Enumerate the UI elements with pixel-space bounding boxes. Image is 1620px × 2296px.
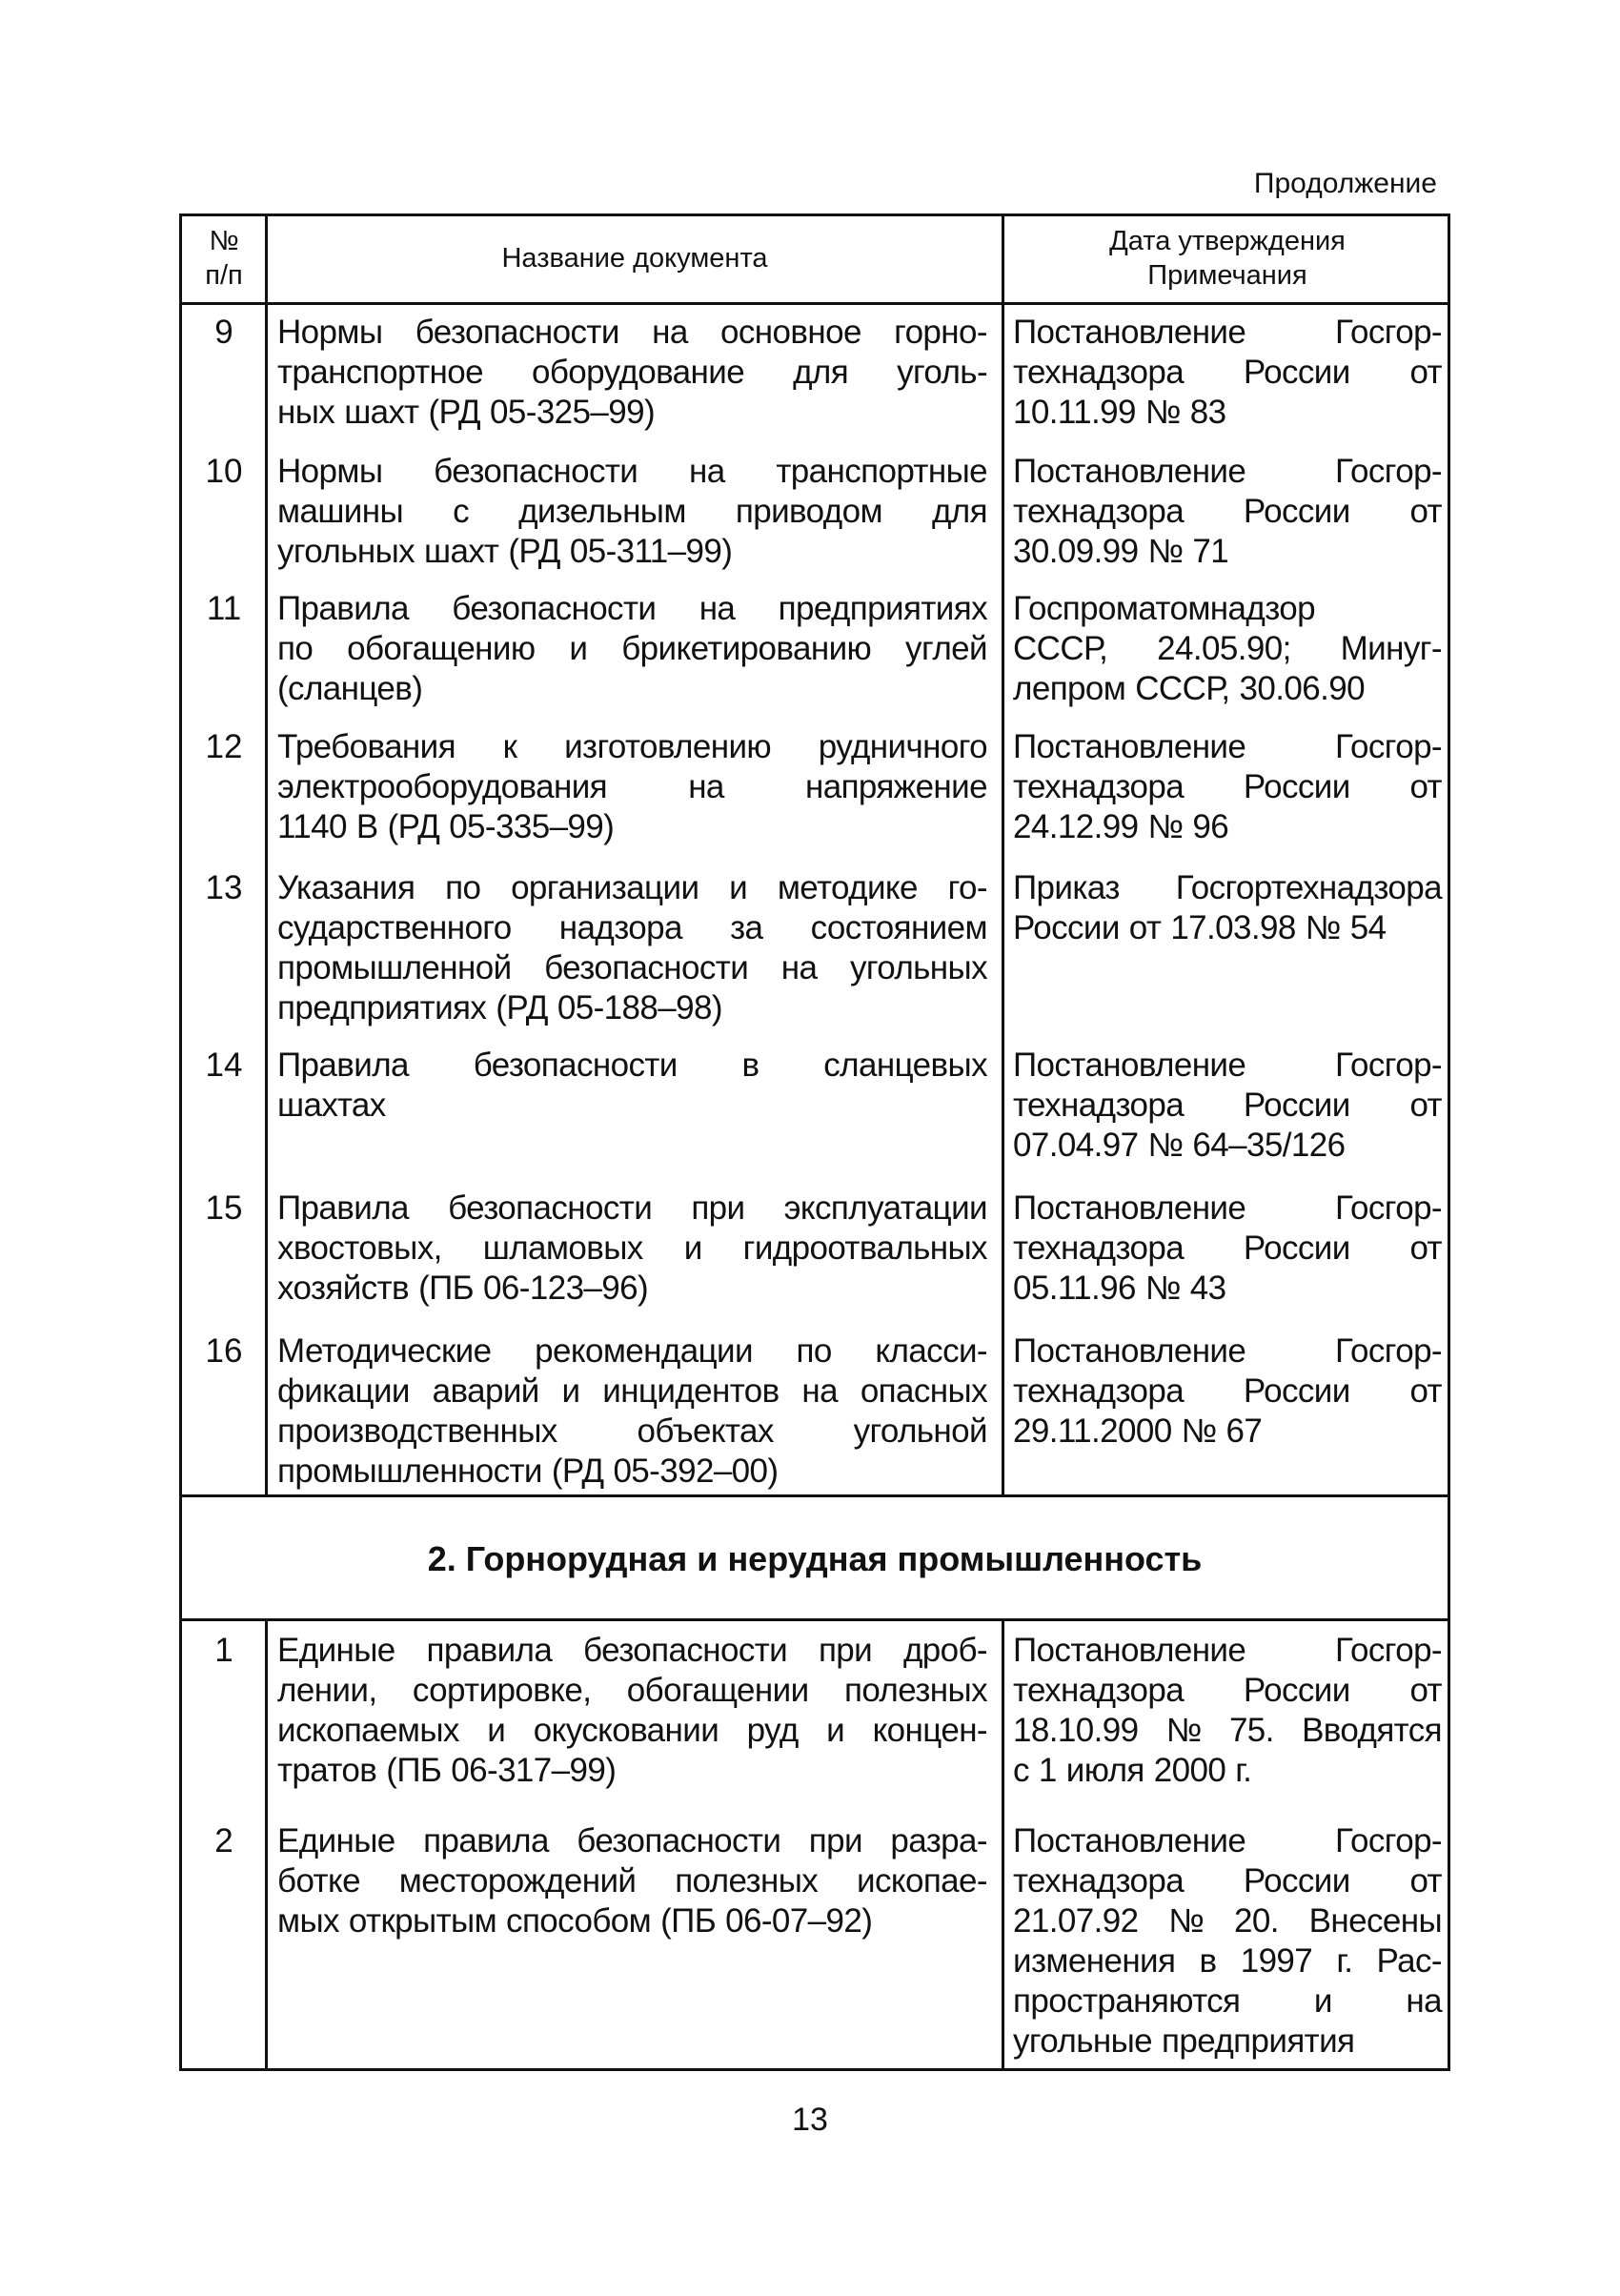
approval-date-notes-line: Постановление Госгор-: [1013, 728, 1442, 765]
document-name: [277, 727, 987, 847]
document-name-line: хвостовых, шламовых и гидроотвальных: [277, 1229, 987, 1267]
page-number: 13: [792, 2102, 828, 2138]
approval-date-notes: [1013, 868, 1442, 948]
row-number: 2: [214, 1822, 233, 1859]
approval-date-notes-line: 24.12.99 № 96: [1013, 808, 1229, 845]
row-number: 15: [205, 1189, 243, 1227]
row-number: 10: [205, 453, 243, 490]
row-number: 1: [214, 1632, 233, 1669]
approval-date-notes-line: России от 17.03.98 № 54: [1013, 909, 1387, 946]
document-name-line: Методические рекомендации по класси-: [277, 1332, 987, 1370]
document-name-line: угольных шахт (РД 05-311–99): [277, 533, 733, 570]
document-name-line: Правила безопасности при эксплуатации: [277, 1189, 987, 1227]
document-name-line: Правила безопасности в сланцевых: [277, 1046, 987, 1084]
document-name-line: Требования к изготовлению рудничного: [277, 728, 987, 765]
approval-date-notes-line: 10.11.99 № 83: [1013, 394, 1226, 431]
documents-table: [179, 213, 1450, 2071]
document-name: [277, 1331, 987, 1492]
document-name-line: Единые правила безопасности при разра-: [277, 1822, 987, 1859]
approval-date-notes-line: 21.07.92 № 20. Внесены: [1013, 1902, 1442, 1940]
header-number-line: п/п: [205, 260, 243, 291]
document-name: [277, 313, 987, 433]
approval-date-notes-line: Постановление Госгор-: [1013, 1632, 1442, 1669]
approval-date-notes-line: пространяются и на: [1013, 1982, 1442, 2020]
approval-date-notes-line: лепром СССР, 30.06.90: [1013, 670, 1365, 707]
document-name: [277, 1631, 987, 1791]
approval-date-notes: [1013, 1046, 1442, 1166]
document-name-line: Единые правила безопасности при дроб-: [277, 1632, 987, 1669]
document-name-line: сударственного надзора за состоянием: [277, 909, 987, 946]
document-name: [277, 1189, 987, 1309]
document-name-line: транспортное оборудование для уголь-: [277, 354, 987, 391]
document-name-line: Правила безопасности на предприятиях: [277, 590, 987, 627]
section-title: 2. Горнорудная и нерудная промышленность: [427, 1539, 1203, 1578]
document-name: [277, 589, 987, 709]
document-name-line: производственных объектах угольной: [277, 1412, 987, 1450]
document-name-line: Нормы безопасности на основное горно-: [277, 314, 987, 351]
document-name-line: Указания по организации и методике го-: [277, 869, 987, 906]
approval-date-notes-line: угольные предприятия: [1013, 2022, 1355, 2060]
document-name-line: ботке месторождений полезных ископае-: [277, 1862, 987, 1900]
header-number-line: №: [209, 226, 239, 256]
approval-date-notes-line: Постановление Госгор-: [1013, 1189, 1442, 1227]
approval-date-notes-line: Постановление Госгор-: [1013, 1332, 1442, 1370]
approval-date-notes-line: технадзора России от: [1013, 354, 1442, 391]
document-name-line: (сланцев): [277, 670, 423, 707]
column-divider: [265, 216, 268, 1494]
document-name-line: лении, сортировке, обогащении полезных: [277, 1672, 987, 1709]
document-name-line: Нормы безопасности на транспортные: [277, 453, 987, 490]
approval-date-notes-line: 29.11.2000 № 67: [1013, 1412, 1263, 1450]
row-number: 11: [206, 590, 242, 627]
document-name-line: ных шахт (РД 05-325–99): [277, 394, 656, 431]
approval-date-notes-line: технадзора России от: [1013, 1672, 1442, 1709]
document-name: [277, 452, 987, 572]
approval-date-notes-line: технадзора России от: [1013, 1087, 1442, 1124]
header-date-line: Примечания: [1147, 260, 1307, 291]
document-name-line: 1140 В (РД 05-335–99): [277, 808, 615, 845]
approval-date-notes: [1013, 1821, 1442, 2062]
column-divider: [1002, 1621, 1004, 2068]
approval-date-notes-line: 18.10.99 № 75. Вводятся: [1013, 1712, 1442, 1749]
approval-date-notes-line: Приказ Госгортехнадзора: [1013, 869, 1442, 906]
approval-date-notes: [1013, 1631, 1442, 1791]
approval-date-notes-line: технадзора России от: [1013, 493, 1442, 530]
document-name-line: тратов (ПБ 06-317–99): [277, 1752, 617, 1789]
approval-date-notes: [1013, 589, 1442, 709]
approval-date-notes-line: 07.04.97 № 64–35/126: [1013, 1127, 1346, 1164]
header-name: Название документа: [501, 243, 768, 274]
row-number: 14: [205, 1046, 243, 1084]
approval-date-notes-line: с 1 июля 2000 г.: [1013, 1752, 1252, 1789]
approval-date-notes-line: СССР, 24.05.90; Минуг-: [1013, 630, 1442, 667]
approval-date-notes-line: технадзора России от: [1013, 768, 1442, 805]
document-name-line: фикации аварий и инцидентов на опасных: [277, 1372, 987, 1410]
document-name: [277, 1821, 987, 1941]
row-number: 16: [205, 1332, 243, 1370]
row-number: 12: [205, 728, 243, 765]
column-divider: [1002, 216, 1004, 1494]
approval-date-notes-line: Постановление Госгор-: [1013, 1046, 1442, 1084]
continuation-label: Продолжение: [1253, 168, 1437, 199]
approval-date-notes-line: технадзора России от: [1013, 1862, 1442, 1900]
document-name-line: машины с дизельным приводом для: [277, 493, 987, 530]
header-date: [1004, 224, 1450, 293]
document-name-line: хозяйств (ПБ 06-123–96): [277, 1270, 649, 1307]
approval-date-notes-line: Госпроматомнадзор: [1013, 590, 1315, 627]
header-date-line: Дата утверждения: [1109, 226, 1346, 256]
approval-date-notes: [1013, 727, 1442, 847]
document-name-line: мых открытым способом (ПБ 06-07–92): [277, 1902, 873, 1940]
approval-date-notes: [1013, 452, 1442, 572]
document-name-line: электрооборудования на напряжение: [277, 768, 987, 805]
approval-date-notes-line: 05.11.96 № 43: [1013, 1270, 1226, 1307]
document-name-line: ископаемых и окусковании руд и концен-: [277, 1712, 987, 1749]
header-number: [182, 224, 266, 293]
document-name-line: промышленной безопасности на угольных: [277, 949, 987, 986]
document-name-line: шахтах: [277, 1087, 386, 1124]
approval-date-notes-line: Постановление Госгор-: [1013, 1822, 1442, 1859]
approval-date-notes-line: Постановление Госгор-: [1013, 453, 1442, 490]
row-number: 13: [205, 869, 243, 906]
document-name-line: промышленности (РД 05-392–00): [277, 1453, 779, 1490]
approval-date-notes-line: технадзора России от: [1013, 1372, 1442, 1410]
approval-date-notes-line: 30.09.99 № 71: [1013, 533, 1229, 570]
approval-date-notes-line: Постановление Госгор-: [1013, 314, 1442, 351]
document-name: [277, 1046, 987, 1126]
approval-date-notes-line: изменения в 1997 г. Рас-: [1013, 1942, 1442, 1980]
document-name-line: предприятиях (РД 05-188–98): [277, 989, 722, 1026]
header-divider: [182, 302, 1448, 305]
document-name-line: по обогащению и брикетированию углей: [277, 630, 987, 667]
document-name: [277, 868, 987, 1028]
row-number: 9: [214, 314, 233, 351]
approval-date-notes: [1013, 1331, 1442, 1452]
approval-date-notes-line: технадзора России от: [1013, 1229, 1442, 1267]
approval-date-notes: [1013, 1189, 1442, 1309]
approval-date-notes: [1013, 313, 1442, 433]
